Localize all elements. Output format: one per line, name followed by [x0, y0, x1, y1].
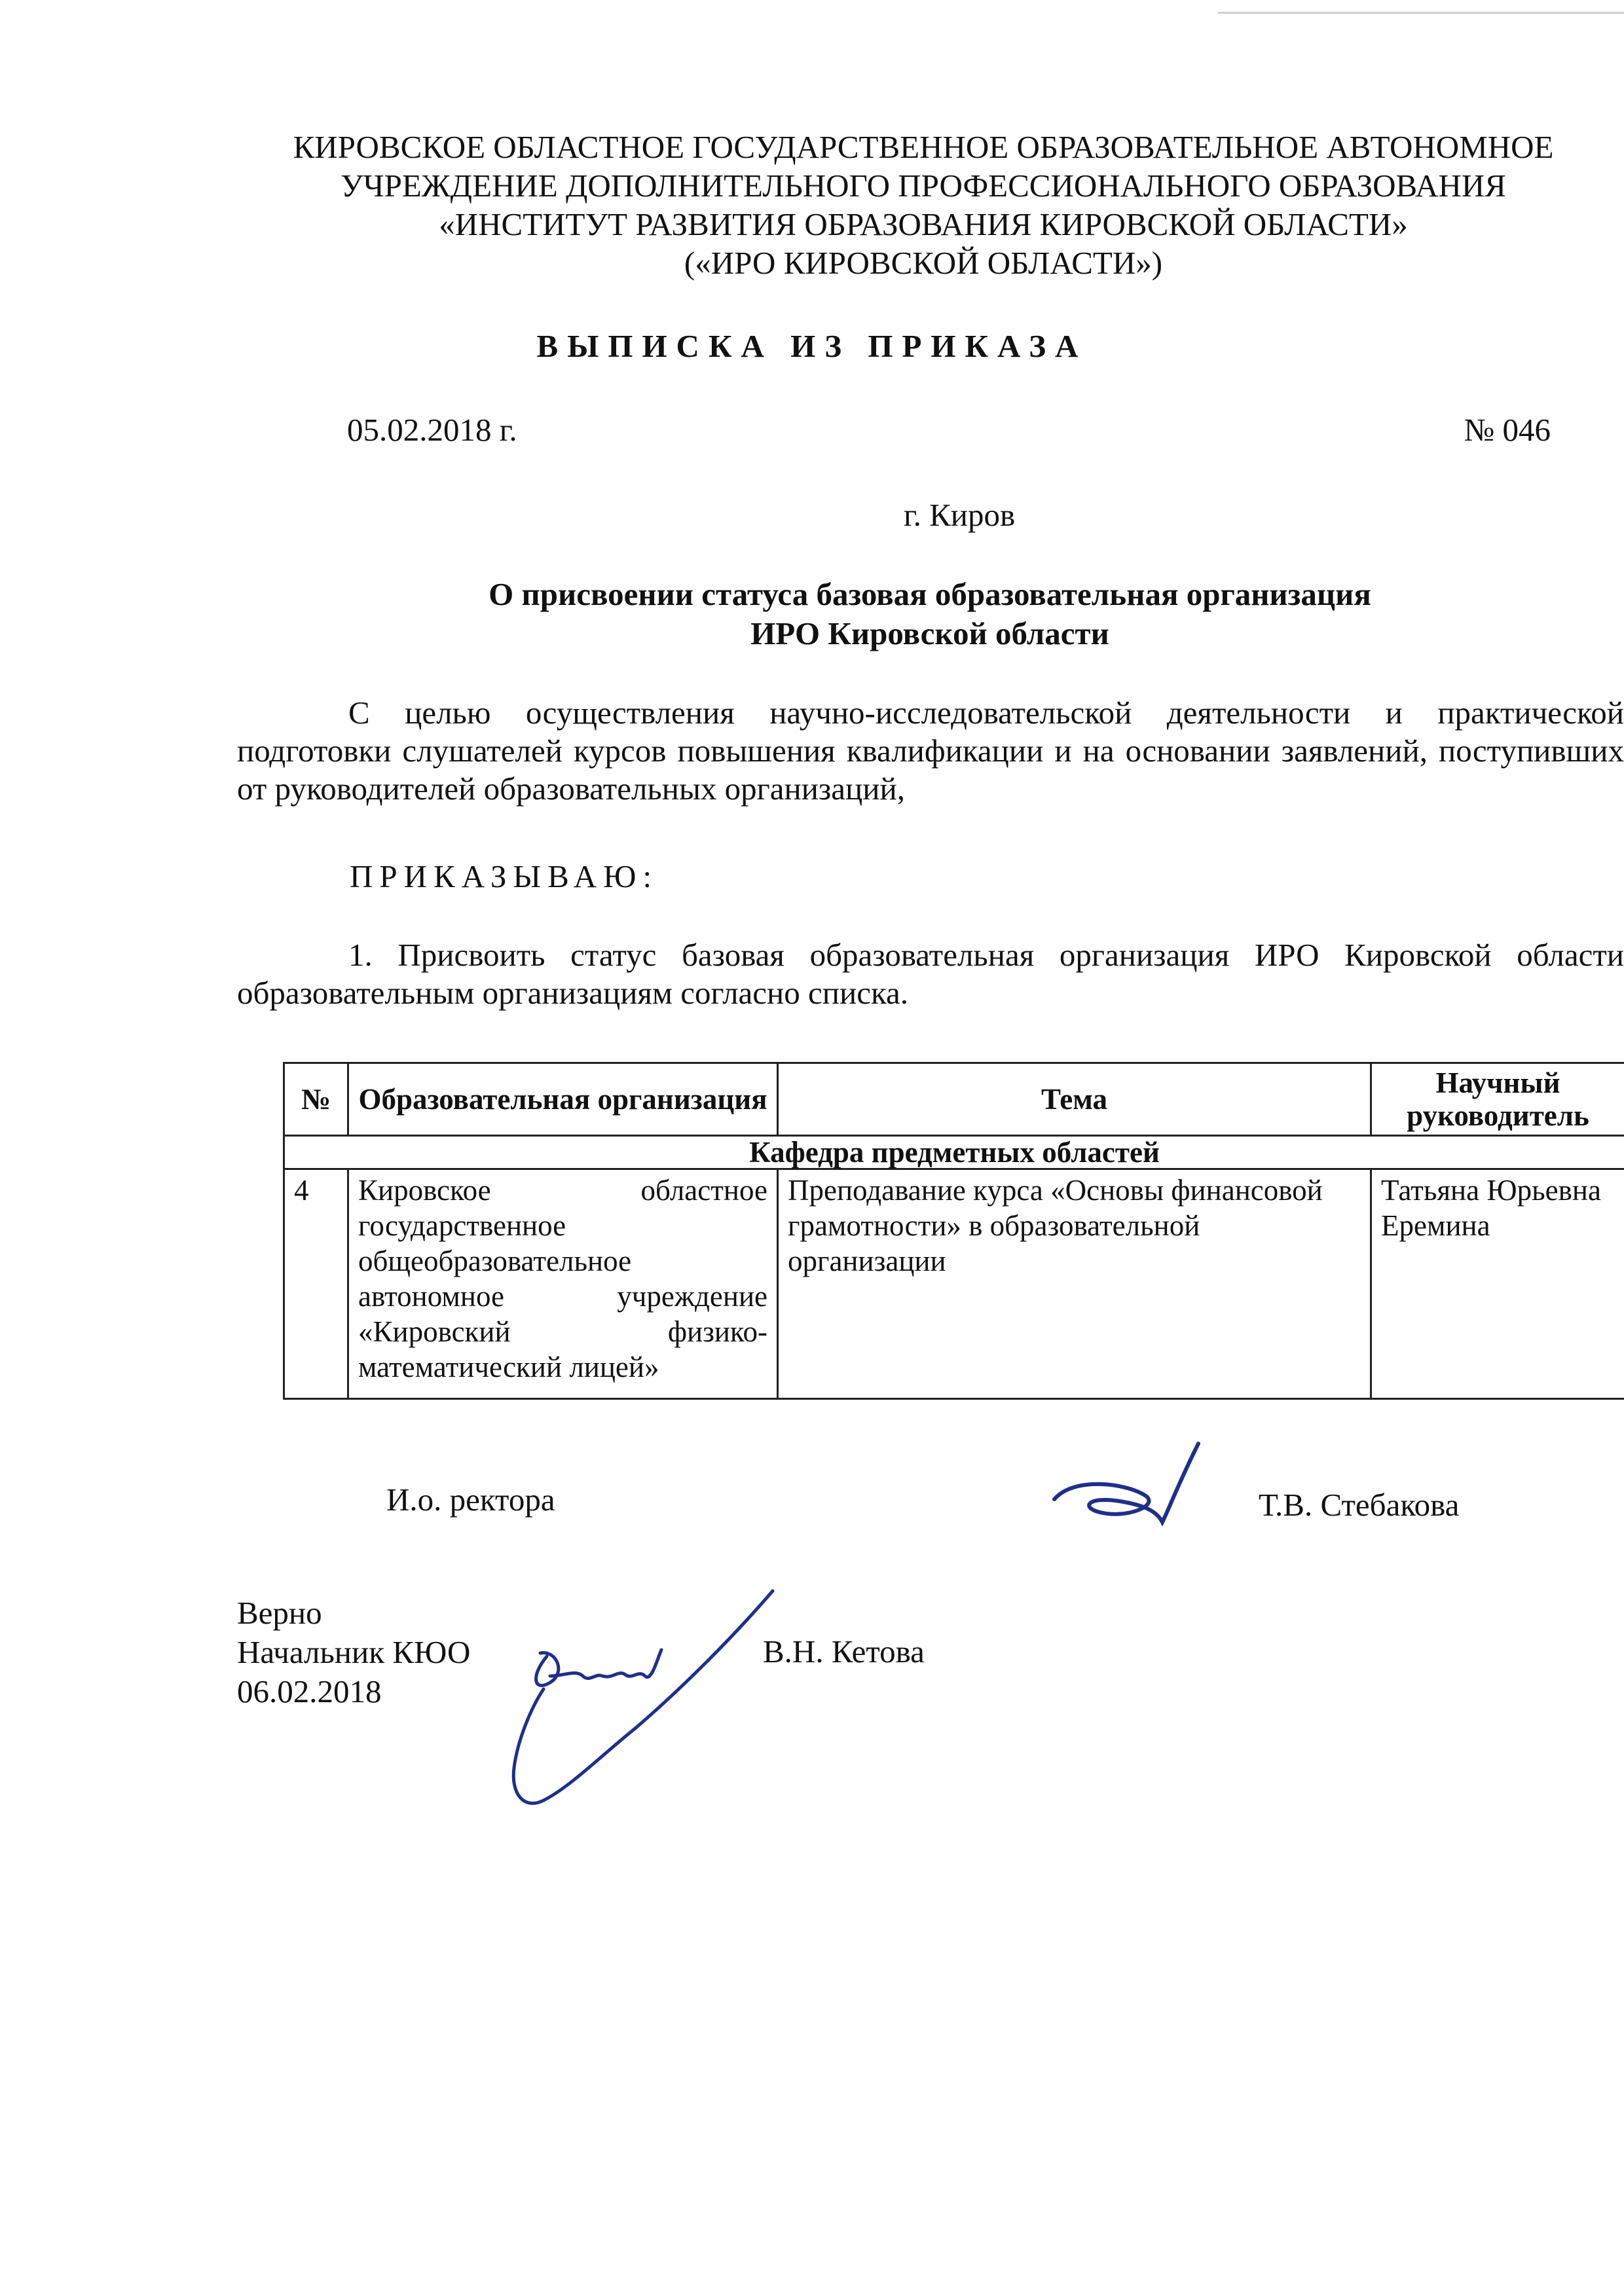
order-subject: [367, 575, 1493, 653]
rector-signature-icon: [1048, 1437, 1218, 1542]
verification-block: [237, 1594, 470, 1711]
order-city: г. Киров: [904, 497, 1016, 533]
preamble-paragraph: [237, 694, 1624, 808]
col-header-num: №: [284, 1063, 348, 1136]
order-date: 05.02.2018 г.: [347, 412, 517, 448]
organizations-table: [283, 1062, 1624, 1400]
order-item-text: 1. Присвоить статус базовая образовательная организация ИРО Кировской области образовательным организациям согласно списка.: [237, 937, 1624, 1011]
subject-line: ИРО Кировской области: [750, 615, 1109, 651]
verification-line: Начальник КЮО: [237, 1634, 471, 1670]
verification-line: Верно: [237, 1595, 322, 1631]
cell-supervisor: Татьяна Юрьевна Еремина: [1371, 1169, 1624, 1399]
preamble-text: С целью осуществления научно-исследовательской деятельности и практической подготовки слушателей курсов повышения квалификации и на основании заявлений, поступивших от руководителей образовательных организаций,: [237, 695, 1624, 807]
document-type-title: ВЫПИСКА ИЗ ПРИКАЗА: [536, 328, 1088, 364]
verifier-signature-icon: [485, 1578, 786, 1827]
header-line: «ИНСТИТУТ РАЗВИТИЯ ОБРАЗОВАНИЯ КИРОВСКОЙ ОБЛАСТИ»: [439, 206, 1408, 242]
col-header-org: Образовательная организация: [348, 1063, 778, 1136]
table-header-row: [284, 1063, 1624, 1136]
order-item-paragraph: [237, 936, 1624, 1012]
institution-header: [249, 128, 1598, 282]
header-line: КИРОВСКОЕ ОБЛАСТНОЕ ГОСУДАРСТВЕННОЕ ОБРАЗОВАТЕЛЬНОЕ АВТОНОМНОЕ: [293, 129, 1554, 165]
cell-org: Кировское областное государственное общеобразовательное автономное учреждение «Кировский физико-математический лицей»: [348, 1169, 778, 1399]
table-row: [284, 1169, 1624, 1399]
signatory-role: И.о. ректора: [386, 1482, 555, 1518]
subject-line: О присвоении статуса базовая образовательная организация: [489, 576, 1371, 612]
col-header-supervisor: Научный руководитель: [1371, 1063, 1624, 1136]
cell-num: 4: [284, 1169, 348, 1399]
department-name: Кафедра предметных областей: [284, 1136, 1624, 1169]
col-header-topic: Тема: [778, 1063, 1371, 1136]
order-number: № 046: [1464, 412, 1551, 448]
scan-edge-line: [1218, 12, 1624, 14]
verifier-name: В.Н. Кетова: [763, 1633, 925, 1669]
order-keyword: ПРИКАЗЫВАЮ:: [350, 858, 659, 894]
signatory-name: Т.В. Стебакова: [1259, 1487, 1460, 1523]
department-row: [284, 1136, 1624, 1169]
verification-line: 06.02.2018: [237, 1673, 382, 1709]
cell-topic: Преподавание курса «Основы финансовой грамотности» в образовательной организации: [778, 1169, 1371, 1399]
header-line: («ИРО КИРОВСКОЙ ОБЛАСТИ»): [684, 245, 1163, 281]
header-line: УЧРЕЖДЕНИЕ ДОПОЛНИТЕЛЬНОГО ПРОФЕССИОНАЛЬНОГО ОБРАЗОВАНИЯ: [341, 168, 1506, 204]
